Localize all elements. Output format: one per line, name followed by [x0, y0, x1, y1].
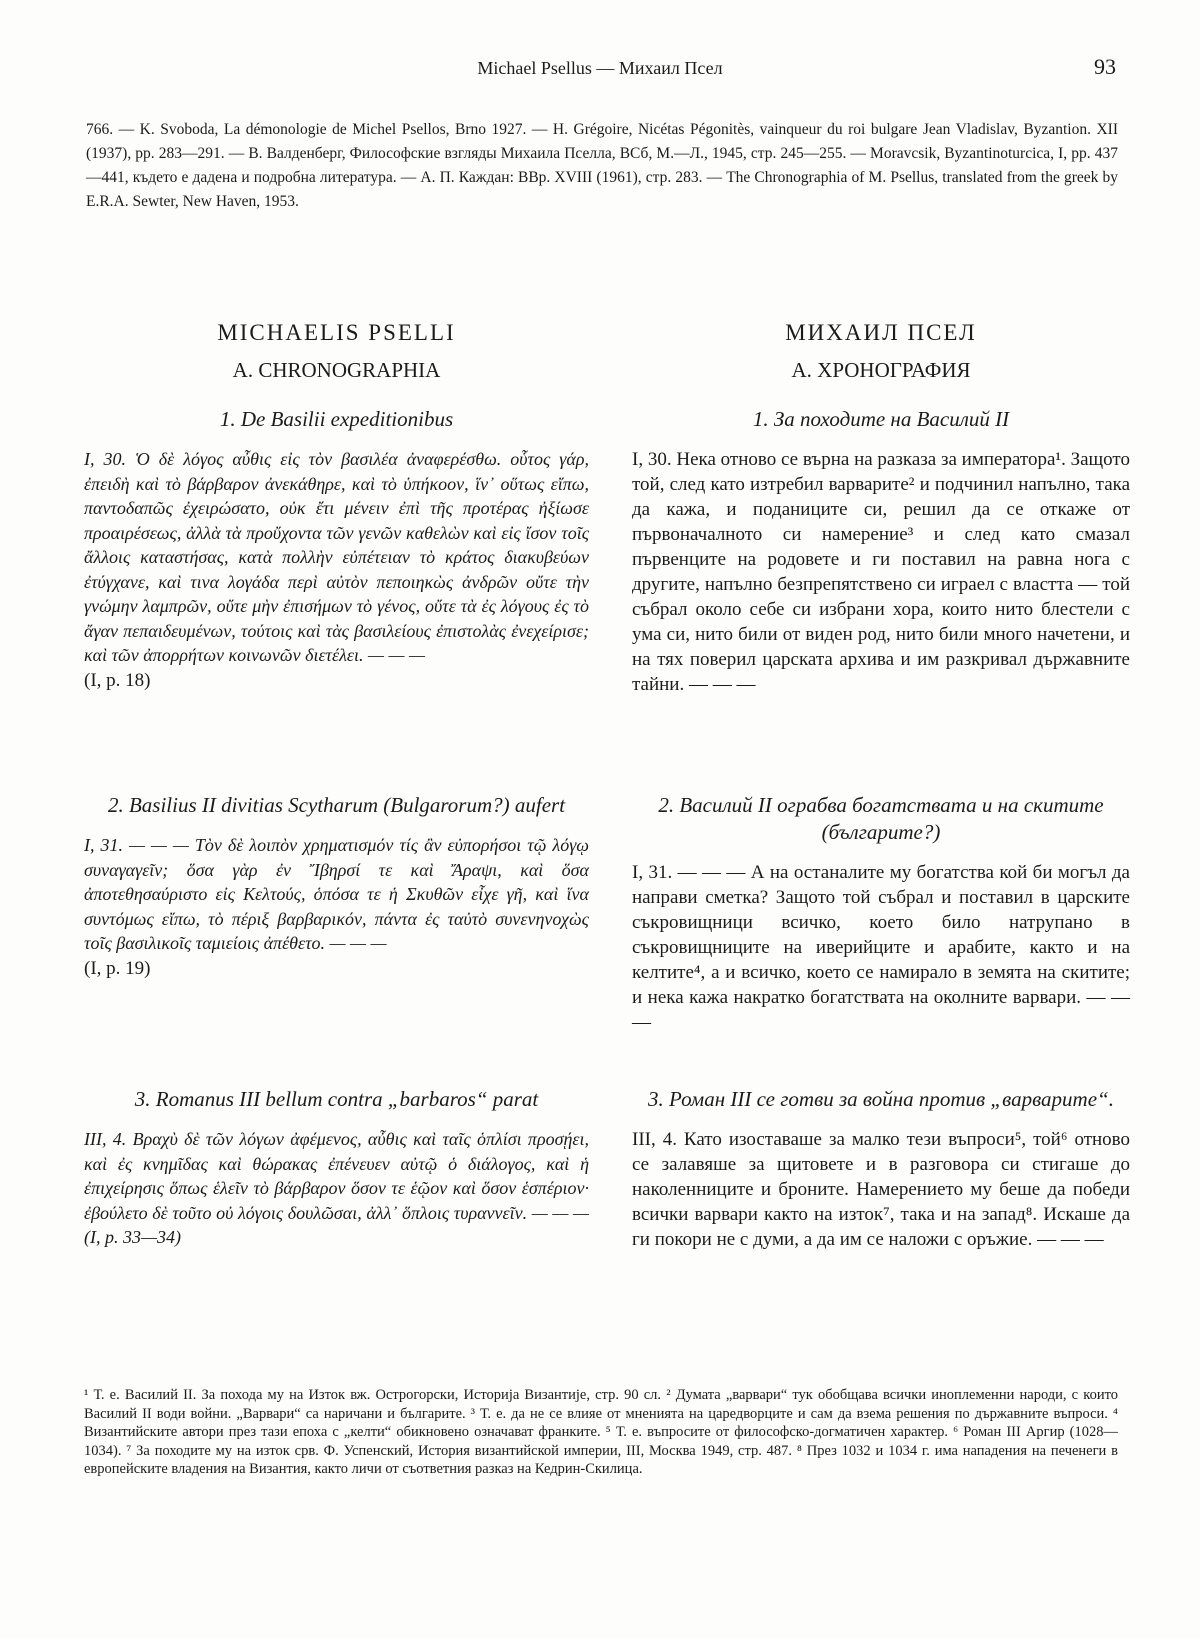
latin-section-3: [84, 1086, 589, 1250]
bulgarian-text-3: III, 4. Като изоставаше за малко тези въпроси⁵, той⁶ отново се залавяше за щитовете и в разговора си стигаше до наколенниците и броните. Намерението му беше да победи всички варвари както на изток⁷, така и на запад⁸. Искаше да ги покори не с думи, а да им се наложи с оръжие. — — —: [632, 1129, 1130, 1250]
bulgarian-work-heading: A. ХРОНОГРАФИЯ: [791, 358, 971, 382]
latin-section-3-title: 3. Romanus III bellum contra „barbaros“ parat: [134, 1087, 539, 1111]
latin-section-2: [84, 792, 589, 980]
latin-section-2-citation: (I, p. 19): [84, 957, 151, 979]
greek-text-2: I, 31. — — — Τὸν δὲ λοιπὸν χρηματισμόν τίς ἂν εὐπορήσοι τῷ λόγῳ συναγαγεῖν; ὅσα γὰρ ἐν Ἴβηρσί τε καὶ Ἄραψι, καὶ ὅσα ἀποτεθησαύριστο εἰς Κελτούς, ὁπόσα τε ἡ Σκυθῶν εἶχε γῆ, καὶ ἵνα συντόμως εἴπω, τὸ πέριξ βαρβαρικόν, πάντα ἐς ταὐτὸ συνενηνοχὼς τοῖς βασιλικοῖς ταμιείοις ἀπέθετο. — — —: [84, 835, 589, 953]
latin-section-2-title: 2. Basilius II divitias Scytharum (Bulgarorum?) aufert: [107, 793, 566, 817]
bulgarian-section-3: [632, 1086, 1130, 1252]
bulgarian-section-2-title: 2. Василий II ограбва богатствата и на скитите (българите?): [658, 793, 1104, 844]
bulgarian-column: [632, 320, 1130, 1250]
running-title: Michael Psellus — Михаил Псел: [477, 58, 723, 78]
latin-column: [84, 320, 589, 1247]
latin-section-1: [84, 406, 589, 692]
bulgarian-text-2: I, 31. — — — А на останалите му богатства кой би могъл да направи сметка? Защото той събрал и поставил в царските съкровищници всичко, което било натрупано в съкровищниците на иверийците и арабите, както и на келтите⁴, а и всичко, което се намирало в земята на скитите; и нека кажа накратко богатствата на околните варвари. — — —: [632, 862, 1130, 1033]
running-head: [0, 54, 1200, 84]
bibliography-paragraph: 766. — K. Svoboda, La démonologie de Michel Psellos, Brno 1927. — H. Grégoire, Nicétas Pégonitès, vainqueur du roi bulgare Jean Vladislav, Byzantion. XII (1937), pp. 283—291. — В. Валденберг, Философские взгляды Михаила Пселла, ВСб, М.—Л., 1945, стр. 245—255. — Moravcsik, Byzantinoturcica, I, pp. 437—441, където е дадена и подробна литература. — А. П. Каждан: ВВр. XVIII (1961), стр. 283. — The Chronographia of M. Psellus, translated from the greek by E.R.A. Sewter, New Haven, 1953.: [86, 121, 1118, 210]
footnotes: ¹ Т. е. Василий II. За похода му на Изток вж. Острогорски, Историја Византије, стр. 90 сл. ² Думата „варвари“ тук обобщава всички иноплеменни народи, с които Василий II води войни. „Варвари“ са наричани и българите. ³ Т. е. да не се влияе от мненията на царедворците и сам да взема решения по държавните въпроси. ⁴ Византийските автори през тази епоха с „келти“ обикновено означават франките. ⁵ Т. е. въпросите от философско-догматичен характер. ⁶ Роман III Аргир (1028—1034). ⁷ За походите му на изток срв. Ф. Успенский, История византийской империи, III, Москва 1949, стр. 487. ⁸ През 1032 и 1034 г. има нападения на печенеги в европейските владения на Византия, както личи от съответния разказ на Кедрин-Скилица.: [84, 1387, 1118, 1477]
greek-text-3: III, 4. Βραχὺ δὲ τῶν λόγων ἀφέμενος, αὖθις καὶ ταῖς ὁπλίσι προσῄει, καὶ ἐς κνημῖδας καὶ θώρακας ἐπένευεν αὐτῷ ὁ διάλογος, καὶ ἡ ἐπιχείρησις ὅπως ἑλεῖν τὸ βάρβαρον ὅσον τε ἑῷον καὶ ὅσον ἑσπέριον· ἐβούλετο δὲ τοῦτο οὐ λόγοις δουλῶσαι, ἀλλ᾽ ὅπλοις τυραννεῖν. — — — (I, p. 33—34): [84, 1129, 589, 1247]
bulgarian-section-1-title: 1. За походите на Василий II: [752, 407, 1010, 431]
bulgarian-section-3-title: 3. Роман III се готви за война против „варварите“.: [648, 1087, 1114, 1111]
bulgarian-text-1: I, 30. Нека отново се върна на разказа за императора¹. Защото той, след като изтребил варварите² и подчинил напълно, така да кажа, и поданиците си, решил да се откаже от първоначалното си намерение³ и след като смазал първенците на родовете и ги поставил на равна нога с другите, напълно безпрепятствено си играел с властта — той събрал около себе си избрани хора, които нито блестели с ума си, нито били от виден род, нито били много начетени, и на тях поверил царската архива и им разкривал държавните тайни. — — —: [632, 449, 1130, 695]
latin-author-heading: MICHAELIS PSELLI: [217, 320, 456, 345]
greek-text-1: I, 30. Ὁ δὲ λόγος αὖθις εἰς τὸν βασιλέα ἀναφερέσθω. οὗτος γάρ, ἐπειδὴ καὶ τὸ βάρβαρον ἀνεκάθηρε, καὶ τὸ ὑπήκοον, ἵν᾽ οὕτως εἴπω, παντοδαπῶς ἐχειρώσατο, οὐκ ἔτι μένειν ἐπὶ τῆς προτέρας ἠξίωσε προαιρέσεως, ἀλλὰ τὰ προὔχοντα τῶν γενῶν καθελὼν καὶ εἰς ἴσον τοῖς ἄλλοις καταστήσας, κατὰ πολλὴν εὐπέτειαν τὸ κράτος διακυβεύων ἐτύγχανε, καὶ τινα λογάδα περὶ αὐτὸν πεποιηκὼς ἀνδρῶν οὔτε τὴν γνώμην λαμπρῶν, οὔτε μὴν ἐπισήμων τὸ γένος, οὔτε τὰ ἐς λόγους ἐς τὸ ἄγαν πεπαιδευμένων, τούτοις καὶ τὰς βασιλείους ἐπιστολὰς ἐνεχείρισε; καὶ τῶν ἀπορρήτων κοινωνῶν διετέλει. — — —: [84, 449, 589, 665]
page-number: 93: [1094, 54, 1116, 79]
latin-work-heading: A. CHRONOGRAPHIA: [232, 358, 441, 382]
latin-section-1-title: 1. De Basilii expeditionibus: [219, 407, 454, 431]
bulgarian-section-2: [632, 792, 1130, 1035]
bulgarian-author-heading: МИХАИЛ ПСЕЛ: [785, 320, 977, 345]
latin-section-1-citation: (I, p. 18): [84, 669, 151, 691]
bulgarian-section-1: [632, 406, 1130, 697]
